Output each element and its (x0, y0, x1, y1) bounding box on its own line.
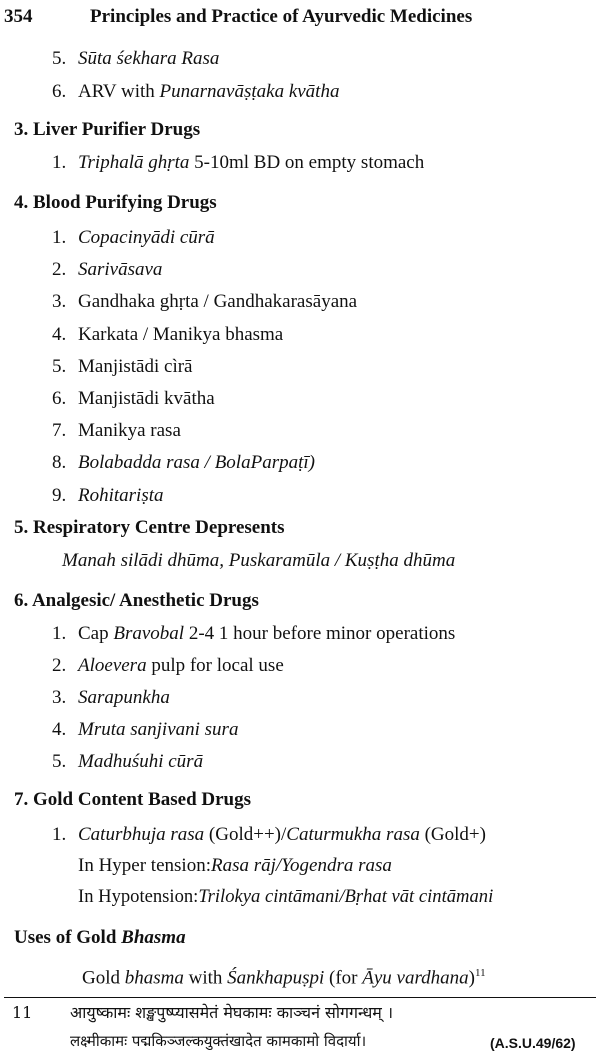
list-item: 5. Madhuśuhi cūrā (52, 751, 204, 772)
footnote-verse-line: लक्ष्मीकामः पद्मकिञ्जल्कयुक्तंखादेत कामकामो विदार्या। (70, 1032, 367, 1050)
list-item: 4. Karkata / Manikya bhasma (52, 323, 284, 345)
list-item: 8. Bolabadda rasa / BolaParpaṭī) (52, 452, 315, 474)
book-title: Principles and Practice of Ayurvedic Medicines (90, 6, 473, 27)
list-item: 9. Rohitariṣta (52, 484, 164, 506)
list-item: 1. Caturbhuja rasa (Gold++)/Caturmukha rasa (Gold+) (52, 824, 486, 845)
footnote-reference: (A.S.U.49/62) (490, 1035, 576, 1051)
section-heading: Uses of Gold Bhasma (14, 927, 186, 948)
list-item: 2. Sarivāsava (52, 259, 163, 281)
sub-line: In Hypotension:Trilokya cintāmani/Bṛhat vāt cintāmani (78, 886, 494, 907)
section-heading: 4. Blood Purifying Drugs (14, 192, 217, 213)
footnote-rule (4, 997, 596, 998)
section-heading: 3. Liver Purifier Drugs (14, 119, 201, 140)
list-item: 6. Manjistādi kvātha (52, 388, 215, 409)
paragraph: Manah silādi dhūma, Puskaramūla / Kuṣṭha dhūma (62, 550, 456, 571)
list-item: 3. Sarapunkha (52, 687, 170, 708)
list-item: 5. Manjistādi cìrā (52, 355, 193, 377)
section-heading: 5. Respiratory Centre Depresents (14, 517, 285, 538)
list-item: 5. Sūta śekhara Rasa (52, 48, 220, 69)
page-number: 354 (4, 6, 33, 27)
footnote-number: 11 (12, 1003, 33, 1022)
list-item: 1. Copacinyādi cūrā (52, 227, 215, 248)
list-item: 1. Cap Bravobal 2-4 1 hour before minor operations (52, 623, 456, 644)
list-item: 2. Aloevera pulp for local use (52, 655, 284, 676)
list-item: 1. Triphalā ghṛta 5-10ml BD on empty stomach (52, 152, 425, 173)
list-item: 4. Mruta sanjivani sura (52, 719, 239, 740)
sub-line: In Hyper tension:Rasa rāj/Yogendra rasa (78, 855, 392, 876)
list-item: 7. Manikya rasa (52, 420, 181, 442)
list-item: 6. ARV with Punarnavāṣṭaka kvātha (52, 81, 340, 102)
footnote-marker: 11 (475, 967, 486, 979)
section-heading: 6. Analgesic/ Anesthetic Drugs (14, 590, 259, 611)
running-header (4, 6, 596, 32)
footnote-verse-line: आयुष्कामः शङ्खपुष्प्यासमेतं मेघकामः काञ्चनं सोगगन्धम् । (70, 1003, 394, 1022)
section-heading: 7. Gold Content Based Drugs (14, 789, 251, 810)
paragraph: Gold bhasma with Śankhapuṣpi (for Āyu vardhana)$^{11}$ (82, 967, 486, 989)
list-item: 3. Gandhaka ghṛta / Gandhakarasāyana (52, 291, 358, 313)
